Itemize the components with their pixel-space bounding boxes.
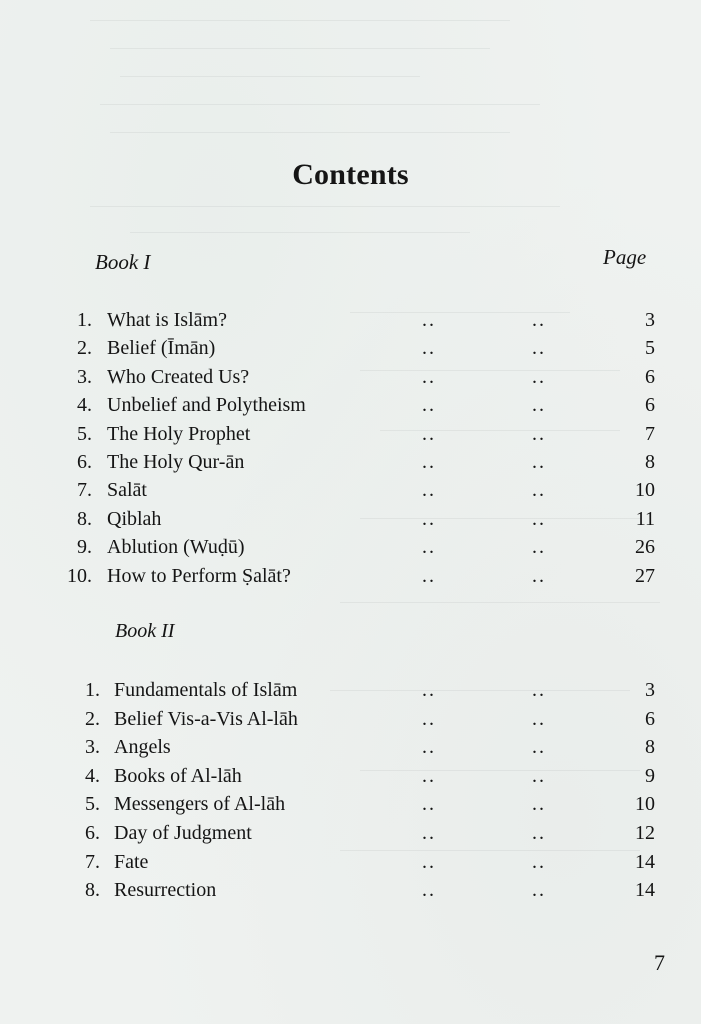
toc-entry-page: 3 (645, 309, 655, 331)
toc-entry-title: What is Islām? (107, 309, 227, 331)
toc-leader-dots: .. (422, 736, 436, 759)
toc-entry (0, 476, 701, 504)
toc-leader-dots: .. (422, 507, 436, 530)
toc-entry (0, 819, 701, 847)
toc-entry-number: 1. (85, 679, 100, 701)
toc-entry (0, 676, 701, 704)
toc-entry-page: 11 (635, 507, 655, 530)
toc-entry-title: How to Perform Ṣalāt? (107, 564, 291, 587)
toc-leader-dots: .. (422, 422, 436, 445)
toc-entry-page: 3 (645, 679, 655, 701)
toc-leader-dots: .. (532, 679, 546, 701)
toc-leader-dots: .. (532, 764, 546, 787)
toc-entry-title: Day of Judgment (114, 822, 252, 844)
toc-entry-page: 6 (645, 365, 655, 388)
toc-leader-dots: .. (422, 707, 436, 730)
book-1-heading: Book I (95, 250, 151, 274)
toc-entry-number: 6. (85, 822, 100, 844)
toc-entry-title: Belief Vis-a-Vis Al-lāh (114, 707, 298, 730)
toc-entry-page: 10 (635, 479, 655, 502)
toc-entry-number: 3. (77, 365, 92, 388)
toc-entry-number: 8. (85, 879, 100, 902)
toc-entry-page: 6 (645, 394, 655, 417)
toc-entry-page: 8 (645, 736, 655, 759)
toc-entry (0, 391, 701, 419)
toc-entry-page: 27 (635, 564, 655, 587)
toc-leader-dots: .. (422, 479, 436, 502)
toc-entry (0, 848, 701, 876)
toc-entry-title: Books of Al-lāh (114, 764, 242, 787)
toc-entry-title: Messengers of Al-lāh (114, 793, 286, 816)
toc-entry-title: Ablution (Wuḍū) (107, 536, 245, 559)
toc-entry-number: 6. (77, 451, 92, 473)
toc-entry-number: 1. (77, 309, 92, 331)
toc-leader-dots: .. (532, 536, 546, 559)
toc-entry-page: 14 (635, 879, 655, 902)
toc-leader-dots: .. (532, 479, 546, 502)
toc-leader-dots: .. (532, 507, 546, 530)
toc-entry-page: 7 (645, 422, 655, 445)
toc-leader-dots: .. (532, 822, 546, 844)
toc-leader-dots: .. (532, 309, 546, 331)
toc-entry-title: Unbelief and Polytheism (107, 394, 306, 417)
toc-entry-page: 9 (645, 764, 655, 787)
toc-leader-dots: .. (422, 337, 436, 360)
toc-entry-number: 10. (67, 564, 92, 587)
toc-leader-dots: .. (422, 879, 436, 902)
toc-entry-page: 12 (635, 822, 655, 844)
toc-entry (0, 733, 701, 761)
toc-entry-title: The Holy Qur-ān (107, 451, 245, 473)
toc-entry-page: 6 (645, 707, 655, 730)
toc-entry-number: 3. (85, 736, 100, 759)
toc-entry-number: 4. (77, 394, 92, 417)
toc-entry (0, 790, 701, 818)
toc-leader-dots: .. (422, 394, 436, 417)
toc-entry-page: 14 (635, 850, 655, 873)
toc-entry-title: Angels (114, 736, 171, 759)
toc-entry-number: 4. (85, 764, 100, 787)
toc-leader-dots: .. (422, 793, 436, 816)
toc-entry-title: The Holy Prophet (107, 422, 251, 445)
toc-leader-dots: .. (422, 679, 436, 701)
toc-entry-page: 26 (635, 536, 655, 559)
page-title: Contents (292, 158, 409, 191)
toc-entry (0, 448, 701, 476)
toc-entry-number: 2. (77, 337, 92, 360)
toc-entry-page: 5 (645, 337, 655, 360)
page-column-heading: Page (603, 245, 647, 269)
toc-entry-number: 9. (77, 536, 92, 559)
toc-entry-number: 2. (85, 707, 100, 730)
toc-entry (0, 420, 701, 448)
toc-leader-dots: .. (532, 365, 546, 388)
toc-entry-title: Salāt (107, 479, 147, 502)
toc-leader-dots: .. (532, 451, 546, 473)
toc-leader-dots: .. (532, 793, 546, 816)
toc-entry-number: 7. (77, 479, 92, 502)
toc-entry-number: 5. (77, 422, 92, 445)
toc-entry-title: Fate (114, 850, 149, 873)
toc-leader-dots: .. (532, 422, 546, 445)
toc-entry-number: 5. (85, 793, 100, 816)
toc-leader-dots: .. (422, 564, 436, 587)
toc-entry-page: 10 (635, 793, 655, 816)
toc-leader-dots: .. (532, 337, 546, 360)
toc-leader-dots: .. (422, 536, 436, 559)
toc-entry (0, 363, 701, 391)
page-number: 7 (654, 950, 665, 975)
toc-leader-dots: .. (422, 822, 436, 844)
toc-entry (0, 505, 701, 533)
toc-entry-page: 8 (645, 451, 655, 473)
toc-leader-dots: .. (532, 394, 546, 417)
toc-entry (0, 306, 701, 334)
toc-entry-title: Fundamentals of Islām (114, 679, 298, 701)
toc-leader-dots: .. (422, 850, 436, 873)
toc-entry (0, 762, 701, 790)
toc-entry-title: Resurrection (114, 879, 217, 902)
toc-leader-dots: .. (532, 879, 546, 902)
toc-entry (0, 705, 701, 733)
toc-entry-number: 8. (77, 507, 92, 530)
toc-entry (0, 562, 701, 590)
toc-entry-title: Who Created Us? (107, 365, 250, 388)
toc-entry (0, 876, 701, 904)
toc-leader-dots: .. (422, 764, 436, 787)
toc-leader-dots: .. (422, 309, 436, 331)
toc-entry (0, 334, 701, 362)
toc-leader-dots: .. (532, 564, 546, 587)
toc-leader-dots: .. (532, 850, 546, 873)
toc-entry (0, 533, 701, 561)
book-2-heading: Book II (115, 620, 175, 642)
toc-entry-title: Belief (Īmān) (107, 337, 216, 360)
toc-entry-number: 7. (85, 850, 100, 873)
toc-leader-dots: .. (532, 736, 546, 759)
toc-leader-dots: .. (422, 451, 436, 473)
toc-leader-dots: .. (422, 365, 436, 388)
toc-leader-dots: .. (532, 707, 546, 730)
toc-entry-title: Qiblah (107, 507, 162, 530)
